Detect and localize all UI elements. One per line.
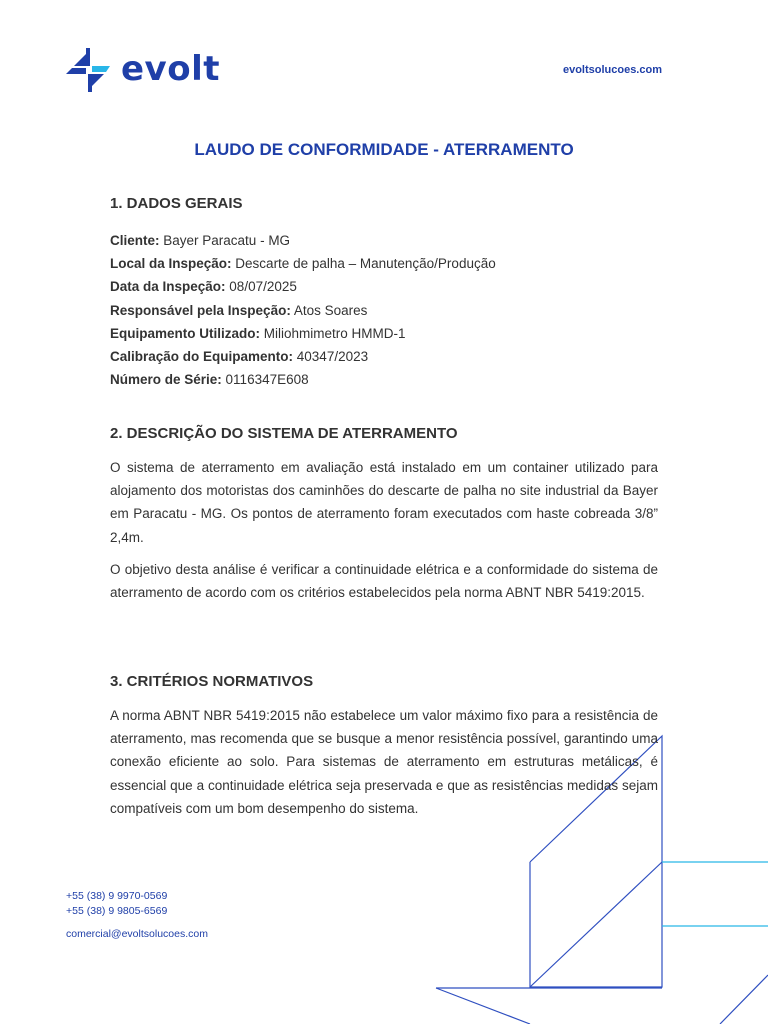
document-title: LAUDO DE CONFORMIDADE - ATERRAMENTO	[194, 140, 574, 159]
field-value: Miliohmimetro HMMD-1	[260, 325, 406, 341]
evolt-logo	[66, 46, 226, 96]
evolt-logo-icon	[66, 46, 112, 94]
field-inspection-location	[110, 252, 496, 275]
field-label: Número de Série:	[110, 372, 222, 388]
field-value: 40347/2023	[293, 349, 369, 365]
field-label: Responsável pela Inspeção:	[110, 302, 291, 318]
email-link[interactable]: comercial@evoltsolucoes.com	[66, 928, 208, 940]
phone-number-2[interactable]: +55 (38) 9 9805-6569	[66, 905, 168, 917]
section-heading-normative-criteria: 3. CRITÉRIOS NORMATIVOS	[110, 673, 314, 690]
brand-name: evolt	[121, 49, 220, 89]
paragraph-normative-criteria: A norma ABNT NBR 5419:2015 não estabelece um valor máximo fixo para a resistência de aterramento, mas recomenda que se busque a menor resistência possível, garantindo uma conexão eficiente ao solo. Para sistemas de aterramento em estruturas metálicas, é essencial que a continuidade elétrica seja preservada e que as resistências medidas sejam compatíveis com um bom desempenho do sistema.	[110, 708, 658, 816]
website-link[interactable]: evoltsolucoes.com	[562, 64, 662, 76]
field-client	[110, 229, 496, 252]
paragraph-objective: O objetivo desta análise é verificar a continuidade elétrica e a conformidade do sistema de aterramento de acordo com os critérios estabelecidos pela norma ABNT NBR 5419:2015.	[110, 562, 658, 601]
field-inspector	[110, 299, 496, 322]
paragraph-system-description: O sistema de aterramento em avaliação está instalado em um container utilizado para alojamento dos motoristas dos caminhões do descarte de palha no site industrial da Bayer em Paracatu - MG. Os pontos de aterramento foram executados com haste cobreada 3/8” 2,4m.	[110, 460, 658, 545]
section-heading-system-description: 2. DESCRIÇÃO DO SISTEMA DE ATERRAMENTO	[110, 425, 458, 442]
section-heading-general-data: 1. DADOS GERAIS	[110, 195, 243, 212]
field-serial-number	[110, 368, 496, 391]
field-value: 0116347E608	[221, 372, 309, 388]
field-label: Cliente:	[110, 233, 160, 248]
field-label: Equipamento Utilizado:	[110, 325, 260, 341]
field-equipment	[110, 322, 496, 345]
field-value: Atos Soares	[290, 302, 368, 318]
phone-number-1[interactable]: +55 (38) 9 9970-0569	[66, 890, 168, 902]
field-label: Data da Inspeção:	[110, 279, 226, 295]
field-value: 08/07/2025	[225, 279, 297, 295]
general-data-fields	[110, 229, 496, 391]
field-label: Local da Inspeção:	[110, 256, 232, 272]
field-inspection-date	[110, 275, 496, 298]
field-label: Calibração do Equipamento:	[110, 349, 294, 365]
field-calibration	[110, 345, 496, 368]
field-value: Bayer Paracatu - MG	[159, 233, 291, 248]
field-value: Descarte de palha – Manutenção/Produção	[231, 256, 496, 272]
